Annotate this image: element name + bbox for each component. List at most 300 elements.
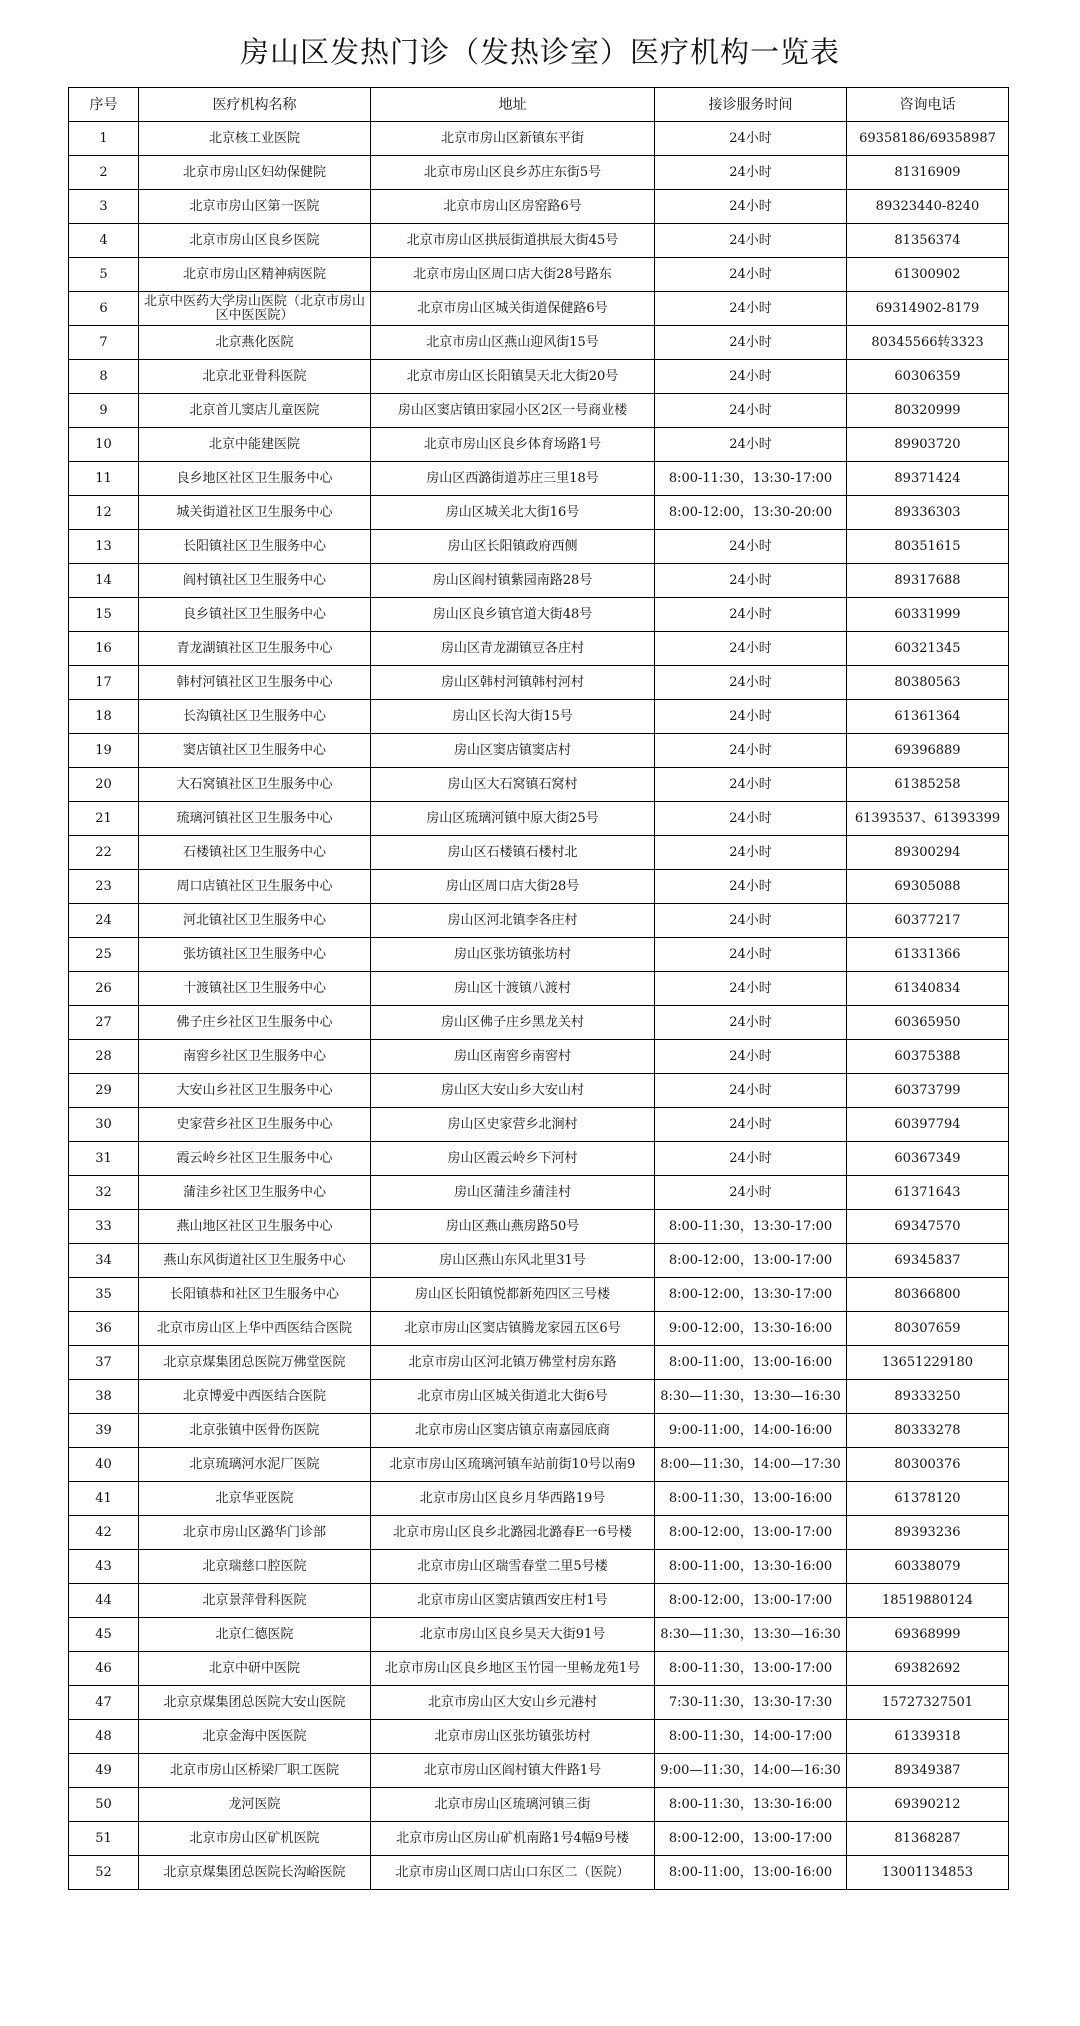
- table-row: [69, 394, 1009, 428]
- cell-institution-name: 石楼镇社区卫生服务中心: [139, 836, 371, 870]
- cell-service-hours: 24小时: [655, 564, 847, 598]
- cell-institution-name: 北京博爱中西医结合医院: [139, 1380, 371, 1414]
- cell-service-hours: 8:00-11:30，14:00-17:00: [655, 1720, 847, 1754]
- table-row: [69, 836, 1009, 870]
- table-row: [69, 1856, 1009, 1890]
- cell-service-hours: 24小时: [655, 938, 847, 972]
- header-seq: 序号: [69, 88, 139, 122]
- cell-phone: 13651229180: [847, 1346, 1009, 1380]
- cell-address: 房山区大石窝镇石窝村: [371, 768, 655, 802]
- cell-institution-name: 北京市房山区上华中西医结合医院: [139, 1312, 371, 1346]
- table-row: [69, 564, 1009, 598]
- cell-seq: 30: [69, 1108, 139, 1142]
- cell-service-hours: 24小时: [655, 156, 847, 190]
- cell-service-hours: 8:00-11:00，13:30-16:00: [655, 1550, 847, 1584]
- cell-service-hours: 8:30—11:30，13:30—16:30: [655, 1618, 847, 1652]
- table-row: [69, 1074, 1009, 1108]
- cell-address: 北京市房山区窦店镇西安庄村1号: [371, 1584, 655, 1618]
- cell-seq: 19: [69, 734, 139, 768]
- cell-phone: 60365950: [847, 1006, 1009, 1040]
- cell-phone: 61300902: [847, 258, 1009, 292]
- cell-service-hours: 8:00-11:30，13:30-17:00: [655, 1210, 847, 1244]
- cell-service-hours: 8:30—11:30，13:30—16:30: [655, 1380, 847, 1414]
- cell-service-hours: 9:00-11:00，14:00-16:00: [655, 1414, 847, 1448]
- table-row: [69, 1686, 1009, 1720]
- cell-seq: 7: [69, 326, 139, 360]
- cell-service-hours: 24小时: [655, 1108, 847, 1142]
- table-body: [69, 122, 1009, 1890]
- cell-seq: 26: [69, 972, 139, 1006]
- cell-phone: 80351615: [847, 530, 1009, 564]
- cell-phone: 80345566转3323: [847, 326, 1009, 360]
- table-row: [69, 768, 1009, 802]
- cell-address: 北京市房山区良乡北潞园北潞春E一6号楼: [371, 1516, 655, 1550]
- cell-seq: 31: [69, 1142, 139, 1176]
- cell-phone: 69358186/69358987: [847, 122, 1009, 156]
- cell-institution-name: 十渡镇社区卫生服务中心: [139, 972, 371, 1006]
- cell-address: 房山区长沟大街15号: [371, 700, 655, 734]
- header-institution-name: 医疗机构名称: [139, 88, 371, 122]
- cell-seq: 38: [69, 1380, 139, 1414]
- cell-phone: 89349387: [847, 1754, 1009, 1788]
- cell-seq: 2: [69, 156, 139, 190]
- cell-service-hours: 8:00-12:00，13:00-17:00: [655, 1244, 847, 1278]
- table-row: [69, 224, 1009, 258]
- cell-institution-name: 长阳镇社区卫生服务中心: [139, 530, 371, 564]
- cell-phone: 60367349: [847, 1142, 1009, 1176]
- table-row: [69, 632, 1009, 666]
- table-row: [69, 122, 1009, 156]
- table-row: [69, 496, 1009, 530]
- cell-address: 北京市房山区良乡苏庄东街5号: [371, 156, 655, 190]
- cell-address: 北京市房山区周口店山口东区二（医院）: [371, 1856, 655, 1890]
- cell-seq: 29: [69, 1074, 139, 1108]
- cell-address: 北京市房山区琉璃河镇车站前街10号以南9: [371, 1448, 655, 1482]
- table-row: [69, 870, 1009, 904]
- table-row: [69, 1244, 1009, 1278]
- page-title: 房山区发热门诊（发热诊室）医疗机构一览表: [239, 35, 840, 69]
- table-row: [69, 292, 1009, 326]
- cell-address: 北京市房山区周口店大街28号路东: [371, 258, 655, 292]
- cell-service-hours: 24小时: [655, 666, 847, 700]
- cell-institution-name: 北京燕化医院: [139, 326, 371, 360]
- table-row: [69, 1822, 1009, 1856]
- cell-phone: 89336303: [847, 496, 1009, 530]
- cell-phone: 69368999: [847, 1618, 1009, 1652]
- cell-institution-name: 大安山乡社区卫生服务中心: [139, 1074, 371, 1108]
- cell-institution-name: 北京华亚医院: [139, 1482, 371, 1516]
- cell-address: 房山区西潞街道苏庄三里18号: [371, 462, 655, 496]
- cell-phone: 60331999: [847, 598, 1009, 632]
- cell-service-hours: 24小时: [655, 972, 847, 1006]
- cell-service-hours: 24小时: [655, 802, 847, 836]
- header-address: 地址: [371, 88, 655, 122]
- cell-service-hours: 9:00-12:00，13:30-16:00: [655, 1312, 847, 1346]
- cell-phone: 60377217: [847, 904, 1009, 938]
- cell-service-hours: 8:00-11:00，13:00-16:00: [655, 1346, 847, 1380]
- cell-seq: 9: [69, 394, 139, 428]
- cell-address: 北京市房山区燕山迎风街15号: [371, 326, 655, 360]
- cell-phone: 61371643: [847, 1176, 1009, 1210]
- cell-institution-name: 北京首儿窦店儿童医院: [139, 394, 371, 428]
- table-row: [69, 666, 1009, 700]
- cell-institution-name: 北京琉璃河水泥厂医院: [139, 1448, 371, 1482]
- cell-service-hours: 24小时: [655, 1006, 847, 1040]
- cell-service-hours: 24小时: [655, 190, 847, 224]
- table-row: [69, 1448, 1009, 1482]
- table-row: [69, 802, 1009, 836]
- cell-phone: 69345837: [847, 1244, 1009, 1278]
- cell-institution-name: 霞云岭乡社区卫生服务中心: [139, 1142, 371, 1176]
- table-row: [69, 190, 1009, 224]
- cell-seq: 47: [69, 1686, 139, 1720]
- cell-institution-name: 长沟镇社区卫生服务中心: [139, 700, 371, 734]
- cell-address: 北京市房山区窦店镇腾龙家园五区6号: [371, 1312, 655, 1346]
- table-row: [69, 326, 1009, 360]
- cell-seq: 27: [69, 1006, 139, 1040]
- cell-seq: 5: [69, 258, 139, 292]
- cell-service-hours: 8:00-12:00，13:00-17:00: [655, 1584, 847, 1618]
- cell-address: 房山区南窖乡南窖村: [371, 1040, 655, 1074]
- cell-phone: 61339318: [847, 1720, 1009, 1754]
- table-row: [69, 1482, 1009, 1516]
- cell-address: 北京市房山区良乡昊天大街91号: [371, 1618, 655, 1652]
- cell-institution-name: 北京核工业医院: [139, 122, 371, 156]
- table-row: [69, 530, 1009, 564]
- table-row: [69, 598, 1009, 632]
- cell-institution-name: 北京中医药大学房山医院（北京市房山区中医医院）: [139, 292, 371, 326]
- cell-seq: 25: [69, 938, 139, 972]
- cell-address: 房山区窦店镇窦店村: [371, 734, 655, 768]
- cell-seq: 15: [69, 598, 139, 632]
- cell-address: 房山区青龙湖镇豆各庄村: [371, 632, 655, 666]
- cell-service-hours: 8:00-11:30，13:00-16:00: [655, 1482, 847, 1516]
- cell-seq: 36: [69, 1312, 139, 1346]
- cell-address: 北京市房山区良乡地区玉竹园一里畅龙苑1号: [371, 1652, 655, 1686]
- cell-institution-name: 北京金海中医医院: [139, 1720, 371, 1754]
- table-row: [69, 1788, 1009, 1822]
- cell-seq: 35: [69, 1278, 139, 1312]
- cell-address: 房山区长阳镇政府西侧: [371, 530, 655, 564]
- cell-service-hours: 24小时: [655, 1176, 847, 1210]
- cell-phone: 80307659: [847, 1312, 1009, 1346]
- cell-phone: 61393537、61393399: [847, 802, 1009, 836]
- cell-seq: 21: [69, 802, 139, 836]
- cell-phone: 80366800: [847, 1278, 1009, 1312]
- table-row: [69, 428, 1009, 462]
- cell-address: 房山区河北镇李各庄村: [371, 904, 655, 938]
- cell-institution-name: 北京瑞慈口腔医院: [139, 1550, 371, 1584]
- cell-service-hours: 24小时: [655, 530, 847, 564]
- cell-address: 北京市房山区良乡月华西路19号: [371, 1482, 655, 1516]
- cell-address: 房山区长阳镇悦都新苑四区三号楼: [371, 1278, 655, 1312]
- cell-seq: 49: [69, 1754, 139, 1788]
- cell-seq: 45: [69, 1618, 139, 1652]
- cell-service-hours: 8:00-12:00，13:30-20:00: [655, 496, 847, 530]
- cell-institution-name: 北京市房山区第一医院: [139, 190, 371, 224]
- cell-address: 北京市房山区河北镇万佛堂村房东路: [371, 1346, 655, 1380]
- cell-address: 房山区阎村镇紫园南路28号: [371, 564, 655, 598]
- cell-service-hours: 24小时: [655, 598, 847, 632]
- cell-service-hours: 8:00-12:00，13:00-17:00: [655, 1516, 847, 1550]
- cell-address: 房山区霞云岭乡下河村: [371, 1142, 655, 1176]
- cell-service-hours: 24小时: [655, 326, 847, 360]
- cell-address: 房山区蒲洼乡蒲洼村: [371, 1176, 655, 1210]
- cell-seq: 18: [69, 700, 139, 734]
- cell-phone: 60321345: [847, 632, 1009, 666]
- cell-phone: 80300376: [847, 1448, 1009, 1482]
- cell-phone: 89393236: [847, 1516, 1009, 1550]
- cell-seq: 42: [69, 1516, 139, 1550]
- cell-address: 房山区大安山乡大安山村: [371, 1074, 655, 1108]
- cell-phone: 89317688: [847, 564, 1009, 598]
- table-row: [69, 462, 1009, 496]
- cell-phone: 81368287: [847, 1822, 1009, 1856]
- table-row: [69, 1720, 1009, 1754]
- cell-institution-name: 北京景萍骨科医院: [139, 1584, 371, 1618]
- cell-phone: 13001134853: [847, 1856, 1009, 1890]
- cell-institution-name: 北京市房山区潞华门诊部: [139, 1516, 371, 1550]
- cell-institution-name: 韩村河镇社区卫生服务中心: [139, 666, 371, 700]
- cell-address: 房山区燕山东风北里31号: [371, 1244, 655, 1278]
- table-row: [69, 700, 1009, 734]
- cell-institution-name: 琉璃河镇社区卫生服务中心: [139, 802, 371, 836]
- cell-service-hours: 8:00-11:30，13:30-16:00: [655, 1788, 847, 1822]
- cell-phone: 61340834: [847, 972, 1009, 1006]
- cell-phone: 89371424: [847, 462, 1009, 496]
- table-row: [69, 1550, 1009, 1584]
- table-row: [69, 1618, 1009, 1652]
- cell-institution-name: 南窖乡社区卫生服务中心: [139, 1040, 371, 1074]
- cell-address: 北京市房山区大安山乡元港村: [371, 1686, 655, 1720]
- cell-phone: 89300294: [847, 836, 1009, 870]
- cell-institution-name: 周口店镇社区卫生服务中心: [139, 870, 371, 904]
- cell-service-hours: 24小时: [655, 768, 847, 802]
- cell-phone: 69396889: [847, 734, 1009, 768]
- cell-seq: 11: [69, 462, 139, 496]
- cell-seq: 1: [69, 122, 139, 156]
- table-row: [69, 1108, 1009, 1142]
- cell-address: 北京市房山区房窑路6号: [371, 190, 655, 224]
- cell-phone: 60397794: [847, 1108, 1009, 1142]
- cell-institution-name: 北京市房山区桥梁厂职工医院: [139, 1754, 371, 1788]
- cell-phone: 80333278: [847, 1414, 1009, 1448]
- cell-seq: 37: [69, 1346, 139, 1380]
- cell-institution-name: 北京北亚骨科医院: [139, 360, 371, 394]
- cell-phone: 81356374: [847, 224, 1009, 258]
- cell-seq: 40: [69, 1448, 139, 1482]
- cell-address: 北京市房山区张坊镇张坊村: [371, 1720, 655, 1754]
- cell-service-hours: 24小时: [655, 632, 847, 666]
- cell-seq: 28: [69, 1040, 139, 1074]
- cell-seq: 44: [69, 1584, 139, 1618]
- cell-institution-name: 北京中能建医院: [139, 428, 371, 462]
- cell-address: 北京市房山区阎村镇大件路1号: [371, 1754, 655, 1788]
- cell-institution-name: 史家营乡社区卫生服务中心: [139, 1108, 371, 1142]
- cell-address: 北京市房山区城关街道保健路6号: [371, 292, 655, 326]
- header-phone: 咨询电话: [847, 88, 1009, 122]
- cell-seq: 20: [69, 768, 139, 802]
- cell-seq: 23: [69, 870, 139, 904]
- cell-address: 北京市房山区房山矿机南路1号4幅9号楼: [371, 1822, 655, 1856]
- cell-seq: 22: [69, 836, 139, 870]
- cell-phone: 60375388: [847, 1040, 1009, 1074]
- cell-institution-name: 北京市房山区矿机医院: [139, 1822, 371, 1856]
- cell-phone: 60338079: [847, 1550, 1009, 1584]
- table-row: [69, 1210, 1009, 1244]
- cell-phone: 60306359: [847, 360, 1009, 394]
- cell-service-hours: 24小时: [655, 292, 847, 326]
- cell-institution-name: 北京中研中医院: [139, 1652, 371, 1686]
- cell-seq: 50: [69, 1788, 139, 1822]
- cell-institution-name: 大石窝镇社区卫生服务中心: [139, 768, 371, 802]
- cell-seq: 46: [69, 1652, 139, 1686]
- cell-seq: 48: [69, 1720, 139, 1754]
- cell-seq: 4: [69, 224, 139, 258]
- table-row: [69, 1380, 1009, 1414]
- cell-seq: 10: [69, 428, 139, 462]
- cell-phone: 60373799: [847, 1074, 1009, 1108]
- cell-institution-name: 龙河医院: [139, 1788, 371, 1822]
- cell-service-hours: 8:00-11:30，13:00-17:00: [655, 1652, 847, 1686]
- cell-institution-name: 北京京煤集团总医院万佛堂医院: [139, 1346, 371, 1380]
- cell-service-hours: 24小时: [655, 360, 847, 394]
- table-row: [69, 972, 1009, 1006]
- cell-address: 房山区琉璃河镇中原大街25号: [371, 802, 655, 836]
- cell-phone: 89323440-8240: [847, 190, 1009, 224]
- cell-seq: 39: [69, 1414, 139, 1448]
- cell-phone: 61378120: [847, 1482, 1009, 1516]
- table-row: [69, 1516, 1009, 1550]
- cell-seq: 14: [69, 564, 139, 598]
- cell-address: 房山区良乡镇官道大街48号: [371, 598, 655, 632]
- cell-seq: 32: [69, 1176, 139, 1210]
- cell-seq: 41: [69, 1482, 139, 1516]
- cell-institution-name: 北京市房山区精神病医院: [139, 258, 371, 292]
- cell-phone: 61385258: [847, 768, 1009, 802]
- cell-institution-name: 河北镇社区卫生服务中心: [139, 904, 371, 938]
- cell-institution-name: 张坊镇社区卫生服务中心: [139, 938, 371, 972]
- table-row: [69, 1346, 1009, 1380]
- cell-address: 北京市房山区拱辰街道拱辰大街45号: [371, 224, 655, 258]
- cell-institution-name: 良乡镇社区卫生服务中心: [139, 598, 371, 632]
- cell-phone: 69390212: [847, 1788, 1009, 1822]
- table-row: [69, 938, 1009, 972]
- medical-institution-table: [68, 87, 1009, 1890]
- cell-service-hours: 24小时: [655, 700, 847, 734]
- cell-service-hours: 24小时: [655, 1142, 847, 1176]
- cell-service-hours: 24小时: [655, 1040, 847, 1074]
- cell-service-hours: 24小时: [655, 224, 847, 258]
- cell-institution-name: 阎村镇社区卫生服务中心: [139, 564, 371, 598]
- cell-service-hours: 24小时: [655, 734, 847, 768]
- cell-service-hours: 8:00-11:00，13:00-16:00: [655, 1856, 847, 1890]
- header-service-hours: 接诊服务时间: [655, 88, 847, 122]
- cell-institution-name: 长阳镇恭和社区卫生服务中心: [139, 1278, 371, 1312]
- cell-address: 房山区十渡镇八渡村: [371, 972, 655, 1006]
- cell-institution-name: 北京市房山区妇幼保健院: [139, 156, 371, 190]
- cell-service-hours: 24小时: [655, 836, 847, 870]
- cell-phone: 69382692: [847, 1652, 1009, 1686]
- cell-institution-name: 北京京煤集团总医院大安山医院: [139, 1686, 371, 1720]
- cell-seq: 33: [69, 1210, 139, 1244]
- cell-institution-name: 燕山东风街道社区卫生服务中心: [139, 1244, 371, 1278]
- cell-service-hours: 24小时: [655, 122, 847, 156]
- table-row: [69, 1142, 1009, 1176]
- cell-seq: 43: [69, 1550, 139, 1584]
- cell-address: 北京市房山区琉璃河镇三街: [371, 1788, 655, 1822]
- cell-institution-name: 燕山地区社区卫生服务中心: [139, 1210, 371, 1244]
- cell-institution-name: 窦店镇社区卫生服务中心: [139, 734, 371, 768]
- cell-address: 房山区佛子庄乡黑龙关村: [371, 1006, 655, 1040]
- cell-phone: 18519880124: [847, 1584, 1009, 1618]
- cell-address: 房山区城关北大街16号: [371, 496, 655, 530]
- cell-seq: 8: [69, 360, 139, 394]
- cell-institution-name: 蒲洼乡社区卫生服务中心: [139, 1176, 371, 1210]
- cell-service-hours: 8:00-11:30，13:30-17:00: [655, 462, 847, 496]
- table-row: [69, 1312, 1009, 1346]
- cell-address: 北京市房山区城关街道北大街6号: [371, 1380, 655, 1414]
- cell-institution-name: 北京京煤集团总医院长沟峪医院: [139, 1856, 371, 1890]
- cell-service-hours: 8:00-12:00，13:00-17:00: [655, 1822, 847, 1856]
- cell-phone: 15727327501: [847, 1686, 1009, 1720]
- cell-seq: 51: [69, 1822, 139, 1856]
- cell-address: 房山区史家营乡北涧村: [371, 1108, 655, 1142]
- table-row: [69, 1584, 1009, 1618]
- cell-address: 北京市房山区新镇东平街: [371, 122, 655, 156]
- cell-phone: 80380563: [847, 666, 1009, 700]
- table-row: [69, 1006, 1009, 1040]
- cell-seq: 17: [69, 666, 139, 700]
- table-row: [69, 156, 1009, 190]
- table-row: [69, 1652, 1009, 1686]
- cell-institution-name: 青龙湖镇社区卫生服务中心: [139, 632, 371, 666]
- cell-phone: 81316909: [847, 156, 1009, 190]
- table-row: [69, 734, 1009, 768]
- cell-seq: 16: [69, 632, 139, 666]
- cell-service-hours: 24小时: [655, 258, 847, 292]
- cell-address: 北京市房山区瑞雪春堂二里5号楼: [371, 1550, 655, 1584]
- cell-institution-name: 良乡地区社区卫生服务中心: [139, 462, 371, 496]
- cell-phone: 89333250: [847, 1380, 1009, 1414]
- cell-service-hours: 24小时: [655, 394, 847, 428]
- table-row: [69, 1414, 1009, 1448]
- table-row: [69, 904, 1009, 938]
- cell-service-hours: 24小时: [655, 428, 847, 462]
- cell-phone: 69305088: [847, 870, 1009, 904]
- cell-service-hours: 24小时: [655, 870, 847, 904]
- cell-phone: 61361364: [847, 700, 1009, 734]
- cell-service-hours: 9:00—11:30，14:00—16:30: [655, 1754, 847, 1788]
- cell-phone: 89903720: [847, 428, 1009, 462]
- cell-address: 房山区周口店大街28号: [371, 870, 655, 904]
- cell-seq: 34: [69, 1244, 139, 1278]
- cell-institution-name: 佛子庄乡社区卫生服务中心: [139, 1006, 371, 1040]
- table-row: [69, 258, 1009, 292]
- cell-seq: 52: [69, 1856, 139, 1890]
- cell-phone: 69347570: [847, 1210, 1009, 1244]
- cell-phone: 80320999: [847, 394, 1009, 428]
- cell-institution-name: 城关街道社区卫生服务中心: [139, 496, 371, 530]
- cell-address: 房山区窦店镇田家园小区2区一号商业楼: [371, 394, 655, 428]
- cell-seq: 3: [69, 190, 139, 224]
- table-header-row: [69, 88, 1009, 122]
- cell-seq: 12: [69, 496, 139, 530]
- table-row: [69, 1754, 1009, 1788]
- cell-institution-name: 北京仁德医院: [139, 1618, 371, 1652]
- cell-address: 房山区石楼镇石楼村北: [371, 836, 655, 870]
- cell-address: 房山区燕山燕房路50号: [371, 1210, 655, 1244]
